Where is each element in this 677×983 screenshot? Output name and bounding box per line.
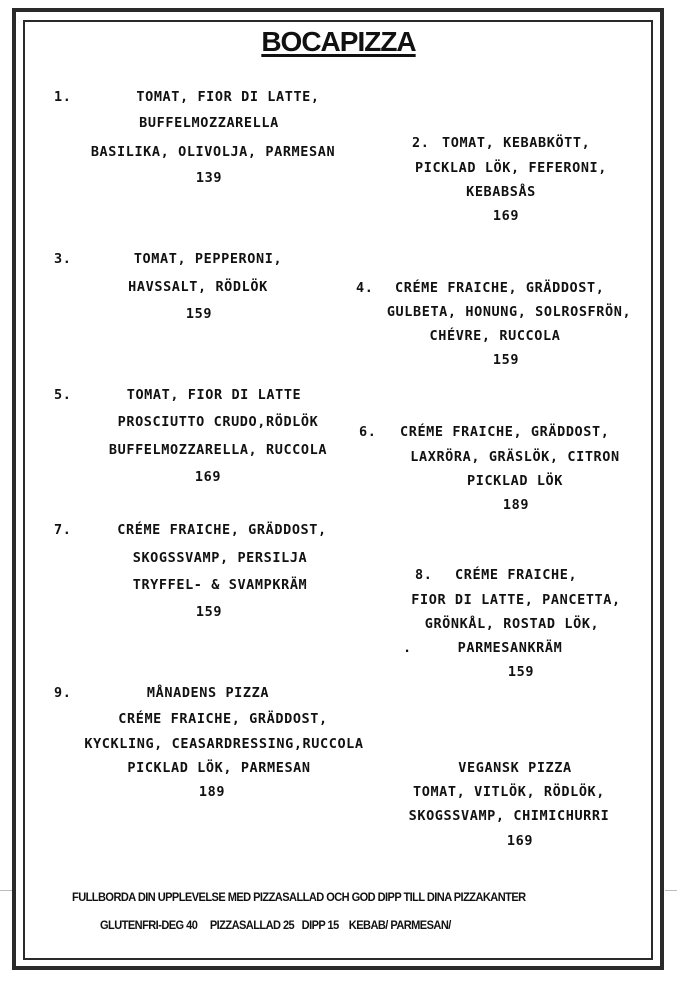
item-line: KEBABSÅS (466, 184, 536, 200)
item-line: TRYFFEL- & SVAMPKRÄM (132, 577, 308, 593)
item-line: PARMESANKRÄM (457, 640, 563, 656)
item-line: CRÉME FRAICHE, GRÄDDOST, (400, 424, 610, 440)
item-line: CRÉME FRAICHE, GRÄDDOST, (117, 522, 327, 538)
item-price: 189 (198, 784, 226, 800)
item-line: BASILIKA, OLIVOLJA, PARMESAN (90, 144, 336, 160)
item-line: MÅNADENS PIZZA (146, 685, 270, 701)
item-line: TOMAT, KEBABKÖTT, (442, 135, 591, 151)
item-price: 159 (195, 604, 223, 620)
item-line: CHÉVRE, RUCCOLA (429, 328, 561, 344)
item-price: 159 (507, 664, 535, 680)
item-line: TOMAT, VITLÖK, RÖDLÖK, (412, 784, 606, 800)
item-line: PROSCIUTTO CRUDO,RÖDLÖK (117, 414, 319, 430)
item-price: 169 (194, 469, 222, 485)
item-line: GULBETA, HONUNG, SOLROSFRÖN, (386, 304, 632, 320)
item-line: HAVSSALT, RÖDLÖK (128, 279, 268, 295)
item-line: TOMAT, PEPPERONI, (133, 251, 283, 267)
menu-title: BOCAPIZZA (261, 26, 416, 57)
item-line: CRÉME FRAICHE, GRÄDDOST, (118, 711, 328, 727)
stray-mark: . (403, 640, 412, 656)
item-line: BUFFELMOZZARELLA (139, 115, 279, 131)
item-number: 7. (54, 522, 72, 538)
item-line: VEGANSK PIZZA (458, 760, 572, 776)
crop-mark (0, 890, 12, 891)
footer-line-1: FULLBORDA DIN UPPLEVELSE MED PIZZASALLAD OCH GOD DIPP TILL DINA PIZZAKANTER (72, 890, 526, 904)
crop-mark (665, 890, 677, 891)
item-line: PICKLAD LÖK, FEFERONI, (414, 160, 608, 176)
item-line: CRÉME FRAICHE, GRÄDDOST, (395, 280, 605, 296)
item-number: 9. (54, 685, 72, 701)
item-line: PICKLAD LÖK (466, 473, 564, 489)
footer-line-2: GLUTENFRI-DEG 40 PIZZASALLAD 25 DIPP 15 KEBAB/ PARMESAN/ (100, 918, 451, 932)
item-line: TOMAT, FIOR DI LATTE, (136, 89, 320, 105)
item-line: LAXRÖRA, GRÄSLÖK, CITRON (410, 449, 620, 465)
item-price: 189 (502, 497, 530, 513)
item-price: 169 (506, 833, 534, 849)
item-price: 159 (185, 306, 213, 322)
item-number: 8. (415, 567, 433, 583)
item-price: 139 (195, 170, 223, 186)
item-line: CRÉME FRAICHE, (455, 567, 578, 583)
item-number: 3. (54, 251, 72, 267)
item-line: TOMAT, FIOR DI LATTE (126, 387, 302, 403)
item-price: 169 (492, 208, 520, 224)
item-line: BUFFELMOZZARELLA, RUCCOLA (108, 442, 328, 458)
item-number: 1. (54, 89, 72, 105)
item-number: 5. (54, 387, 72, 403)
item-line: FIOR DI LATTE, PANCETTA, (411, 592, 621, 608)
item-line: PICKLAD LÖK, PARMESAN (127, 760, 311, 776)
item-line: SKOGSSVAMP, CHIMICHURRI (408, 808, 610, 824)
item-number: 6. (359, 424, 377, 440)
item-price: 159 (492, 352, 520, 368)
item-line: SKOGSSVAMP, PERSILJA (132, 550, 308, 566)
item-line: GRÖNKÅL, ROSTAD LÖK, (424, 616, 600, 632)
item-number: 2. (412, 135, 430, 151)
item-number: 4. (356, 280, 374, 296)
item-line: KYCKLING, CEASARDRESSING,RUCCOLA (84, 736, 364, 752)
